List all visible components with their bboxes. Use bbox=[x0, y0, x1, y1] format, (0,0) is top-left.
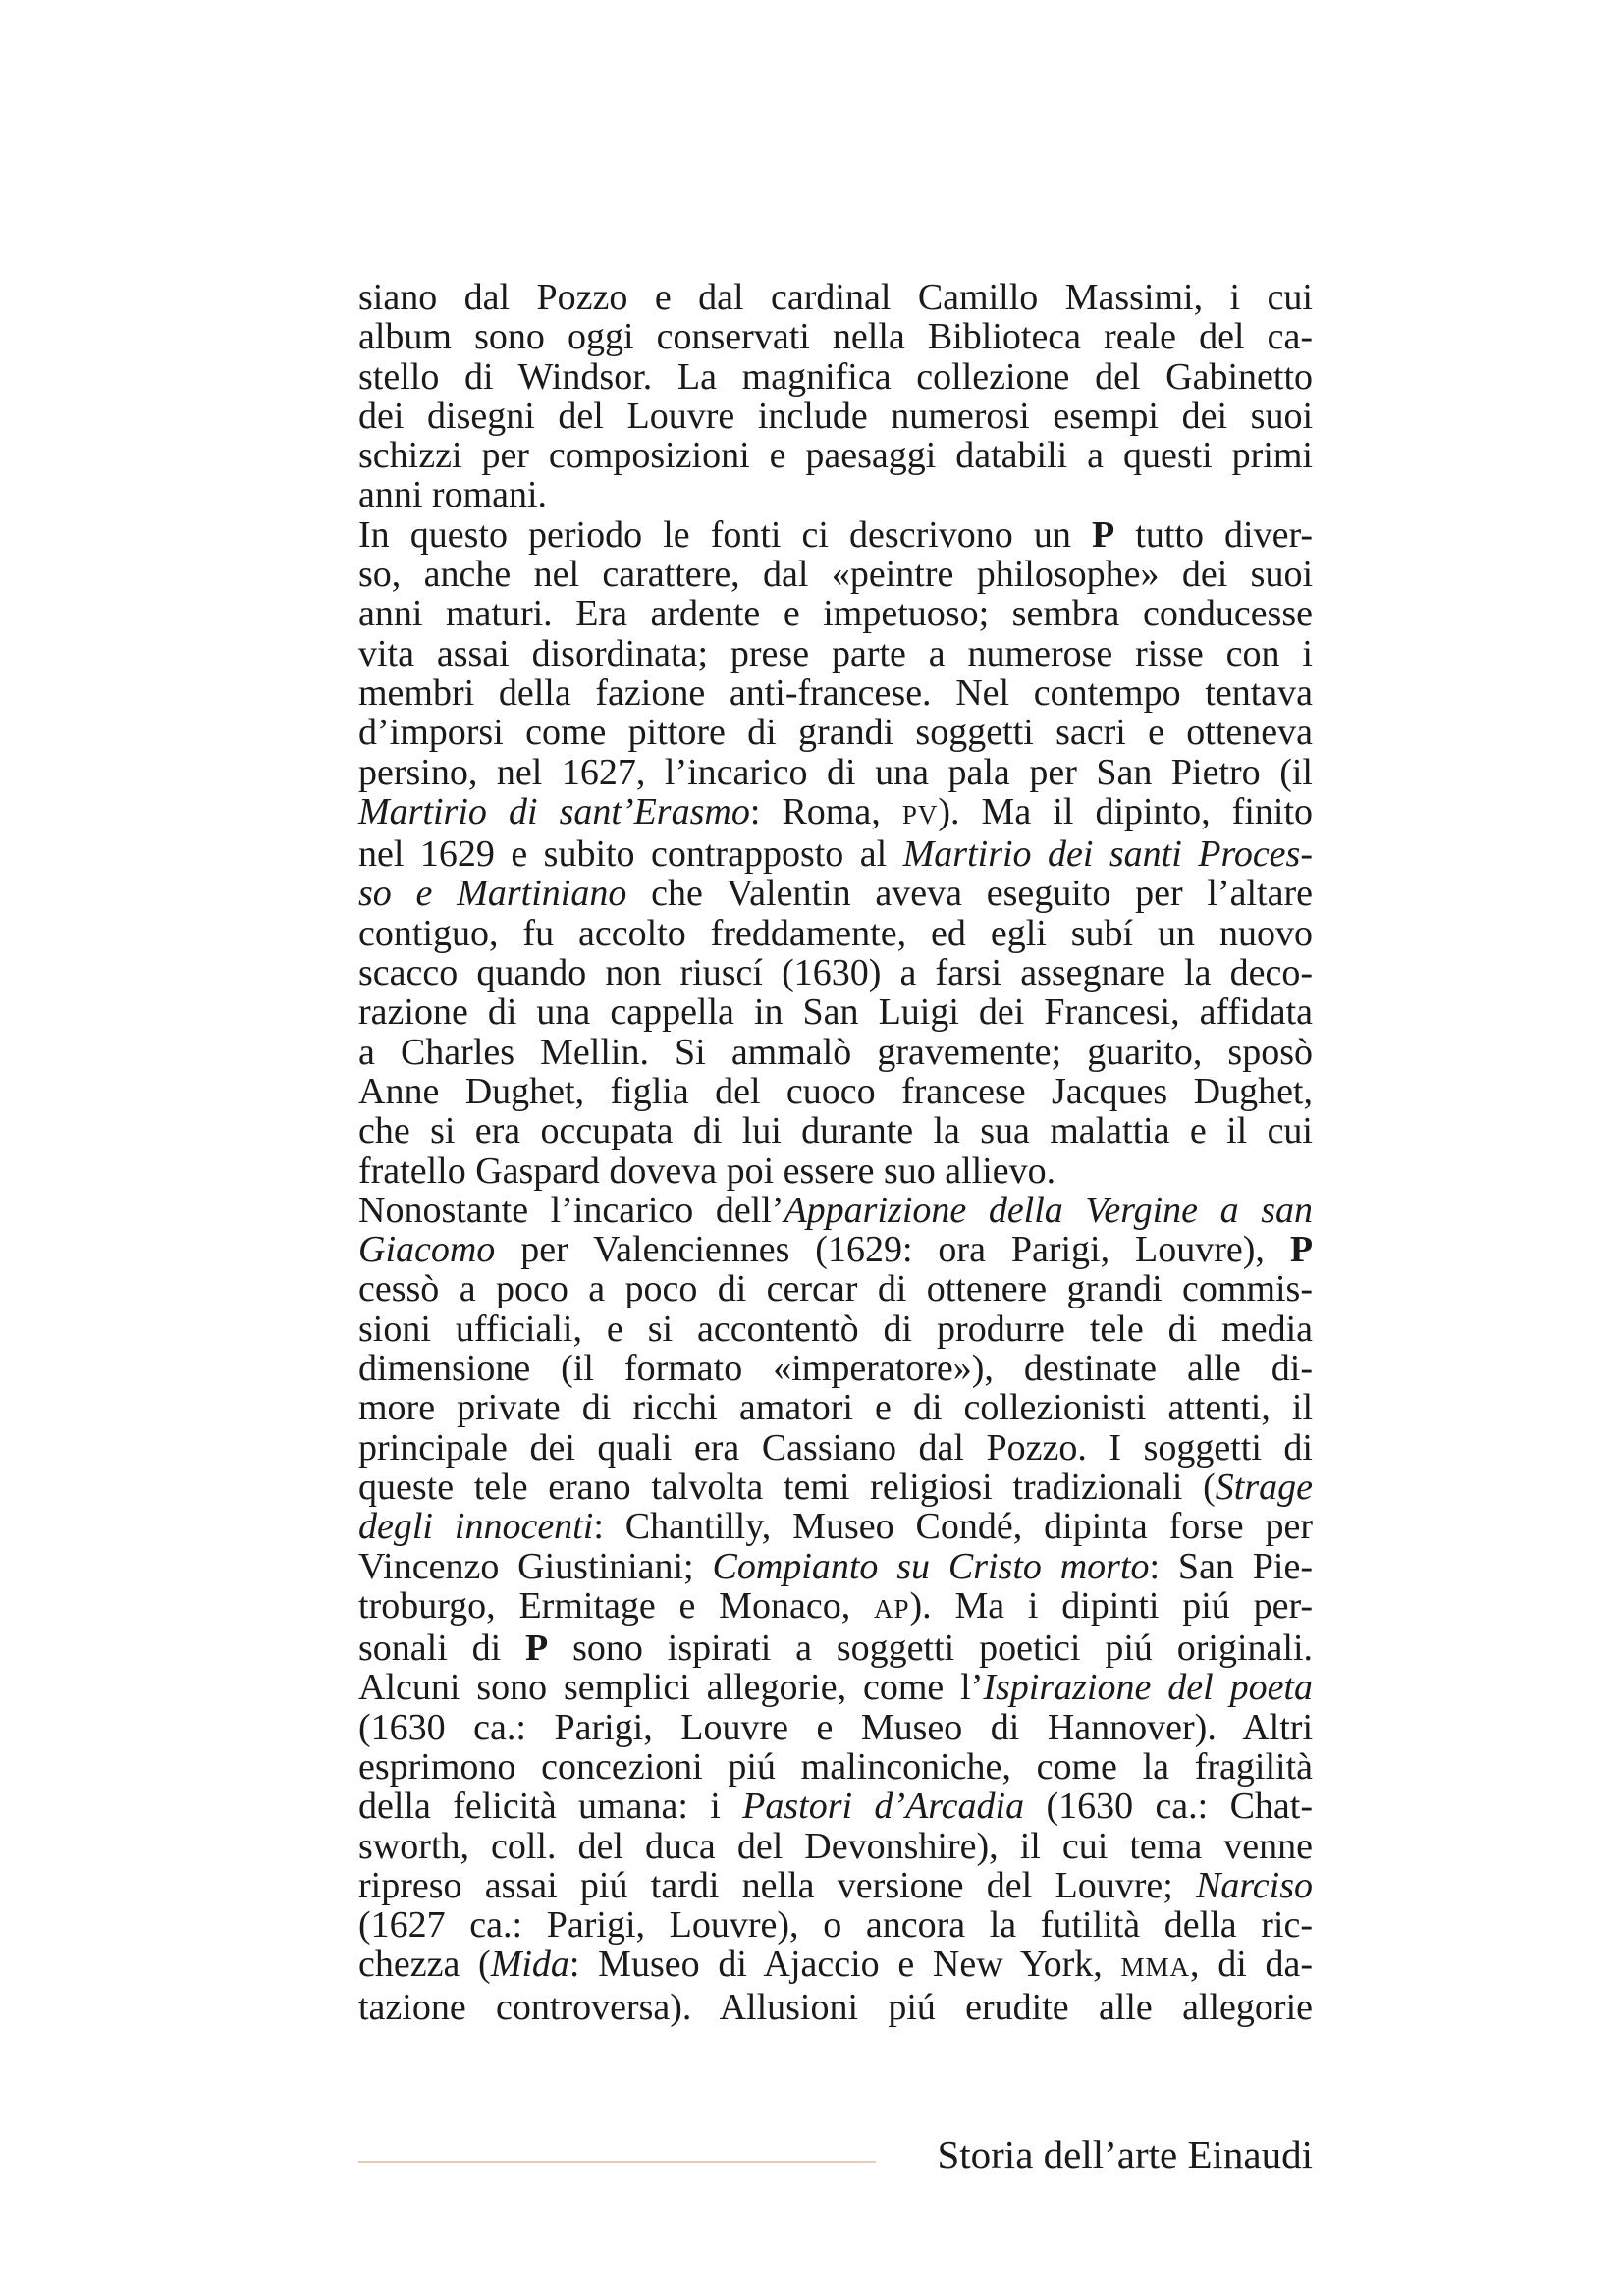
text-run: nel 1629 e subito contrapposto al bbox=[358, 833, 888, 876]
text-line bbox=[358, 1507, 1313, 1546]
text-run: troburgo, Ermitage e Monaco, bbox=[358, 1584, 851, 1627]
artwork-title: so e Martiniano bbox=[358, 873, 627, 915]
text-line: siano dal Pozzo e dal cardinal Camillo Massimi, i cui bbox=[358, 277, 1313, 318]
text-line: so, anche nel carattere, dal «peintre philosophe» dei suoi bbox=[358, 554, 1313, 596]
artwork-title: Narciso bbox=[1196, 1864, 1314, 1906]
text-line: persino, nel 1627, l’incarico di una pala per San Pietro (il bbox=[358, 751, 1313, 793]
artist-initial: P bbox=[525, 1628, 549, 1670]
text-run: che Valentin aveva eseguito per l’altare bbox=[651, 873, 1313, 915]
text-line: membri della fazione anti-francese. Nel contempo tentava bbox=[358, 671, 1313, 714]
footer-divider bbox=[358, 2161, 876, 2163]
text-run: sonali di bbox=[358, 1628, 502, 1670]
museum-abbreviation: PV bbox=[901, 799, 939, 829]
text-line: fratello Gaspard doveva poi essere suo allievo. bbox=[358, 1149, 1056, 1192]
text-line: scacco quando non riuscí (1630) a farsi assegnare la deco- bbox=[358, 952, 1313, 994]
text-line bbox=[358, 1230, 1313, 1269]
text-line: (1627 ca.: Parigi, Louvre), o ancora la futilità della ric- bbox=[358, 1904, 1313, 1947]
text-run: tutto diver- bbox=[1135, 513, 1314, 556]
text-line bbox=[358, 515, 1313, 555]
text-line: esprimono concezioni piú malinconiche, come la fragilità bbox=[358, 1745, 1313, 1788]
artwork-title: Compianto su Cristo morto bbox=[712, 1545, 1150, 1587]
text-line: schizzi per composizioni e paesaggi databili a questi primi bbox=[358, 435, 1313, 477]
text-line bbox=[358, 1668, 1313, 1707]
text-line: d’imporsi come pittore di grandi soggetti sacri e otteneva bbox=[358, 712, 1313, 754]
text-line bbox=[358, 1866, 1313, 1905]
text-run: Vincenzo Giustiniani; bbox=[358, 1545, 694, 1587]
paragraph-2 bbox=[358, 515, 1313, 1191]
text-line: a Charles Mellin. Si ammalò gravemente; guarito, sposò bbox=[358, 1031, 1313, 1073]
artwork-title: Apparizione della Vergine a san bbox=[784, 1189, 1313, 1231]
museum-abbreviation: MMA bbox=[1120, 1952, 1191, 1983]
text-run: ). Ma i dipinti piú per- bbox=[909, 1584, 1314, 1627]
text-line bbox=[358, 1787, 1313, 1826]
text-run: Alcuni sono semplici allegorie, come l’ bbox=[358, 1667, 984, 1709]
text-run: : Museo di Ajaccio e New York, bbox=[568, 1944, 1103, 1986]
text-line: contiguo, fu accolto freddamente, ed egli subí un nuovo bbox=[358, 912, 1313, 954]
artwork-title: Giacomo bbox=[358, 1229, 496, 1271]
text-line: Anne Dughet, figlia del cuoco francese Jacques Dughet, bbox=[358, 1070, 1313, 1112]
text-line bbox=[358, 1468, 1313, 1507]
text-line: cessò a poco a poco di cercar di ottenere grandi commis- bbox=[358, 1268, 1313, 1310]
text-line: (1630 ca.: Parigi, Louvre e Museo di Hannover). Altri bbox=[358, 1706, 1313, 1748]
text-line: razione di una cappella in San Luigi dei Francesi, affidata bbox=[358, 991, 1313, 1034]
text-run: Nonostante l’incarico dell’ bbox=[358, 1189, 784, 1231]
artwork-title: Pastori d’Arcadia bbox=[742, 1786, 1025, 1828]
text-line: anni romani. bbox=[358, 474, 548, 516]
artwork-title: Ispirazione del poeta bbox=[983, 1667, 1313, 1709]
text-run: : Chantilly, Museo Condé, dipinta forse per bbox=[593, 1506, 1313, 1548]
text-line: vita assai disordinata; prese parte a numerose risse con i bbox=[358, 632, 1313, 674]
text-line bbox=[358, 1945, 1313, 1987]
text-run: della felicità umana: i bbox=[358, 1786, 721, 1828]
text-run: : Roma, bbox=[749, 790, 881, 832]
text-line: sworth, coll. del duca del Devonshire), il cui tema venne bbox=[358, 1825, 1313, 1867]
text-line bbox=[358, 1191, 1313, 1230]
text-run: chezza ( bbox=[358, 1944, 491, 1986]
text-line: more private di ricchi amatori e di collezionisti attenti, il bbox=[358, 1387, 1313, 1429]
museum-abbreviation: AP bbox=[874, 1593, 910, 1624]
artwork-title: Mida bbox=[490, 1944, 569, 1986]
text-line bbox=[358, 1629, 1313, 1668]
text-run: (1630 ca.: Chat- bbox=[1046, 1786, 1314, 1828]
artwork-title: Martirio di sant’Erasmo bbox=[358, 790, 750, 832]
footer-title: Storia dell’arte Einaudi bbox=[937, 2132, 1313, 2177]
text-line: anni maturi. Era ardente e impetuoso; sembra conducesse bbox=[358, 593, 1313, 635]
text-run: sono ispirati a soggetti poetici piú originali. bbox=[572, 1628, 1314, 1670]
text-line bbox=[358, 874, 1313, 913]
paragraph-3 bbox=[358, 1191, 1313, 2027]
text-run: ripreso assai piú tardi nella versione del Louvre; bbox=[358, 1864, 1173, 1906]
text-line: che si era occupata di lui durante la sua malattia e il cui bbox=[358, 1110, 1313, 1152]
text-line: album sono oggi conservati nella Biblioteca reale del ca- bbox=[358, 316, 1313, 358]
text-line bbox=[358, 1586, 1313, 1629]
text-run: ). Ma il dipinto, finito bbox=[938, 790, 1314, 832]
text-run: , di da- bbox=[1190, 1944, 1314, 1986]
artist-initial: P bbox=[1091, 513, 1115, 556]
text-line: principale dei quali era Cassiano dal Pozzo. I soggetti di bbox=[358, 1426, 1313, 1468]
text-line bbox=[358, 1547, 1313, 1586]
text-line: tazione controversa). Allusioni piú erudite alle allegorie bbox=[358, 1986, 1313, 2028]
artwork-title: degli innocenti bbox=[358, 1506, 594, 1548]
text-run: per Valenciennes (1629: ora Parigi, Louvre), bbox=[520, 1229, 1265, 1271]
text-line bbox=[358, 834, 1313, 874]
artist-initial: P bbox=[1289, 1229, 1314, 1271]
text-line: stello di Windsor. La magnifica collezione del Gabinetto bbox=[358, 355, 1313, 398]
artwork-title: Martirio dei santi Proces- bbox=[902, 833, 1313, 876]
text-line: dei disegni del Louvre include numerosi esempi dei suoi bbox=[358, 395, 1313, 437]
text-run: In questo periodo le fonti ci descrivono un bbox=[358, 513, 1071, 556]
artwork-title: Strage bbox=[1215, 1466, 1313, 1508]
text-line bbox=[358, 792, 1313, 834]
text-line: dimensione (il formato «imperatore»), destinate alle di- bbox=[358, 1348, 1313, 1390]
paragraph-1 bbox=[358, 278, 1313, 515]
body-text bbox=[358, 278, 1313, 2027]
text-line: sioni ufficiali, e si accontentò di produrre tele di media bbox=[358, 1308, 1313, 1350]
text-run: : San Pie- bbox=[1149, 1545, 1313, 1587]
text-run: queste tele erano talvolta temi religiosi tradizionali ( bbox=[358, 1466, 1216, 1508]
